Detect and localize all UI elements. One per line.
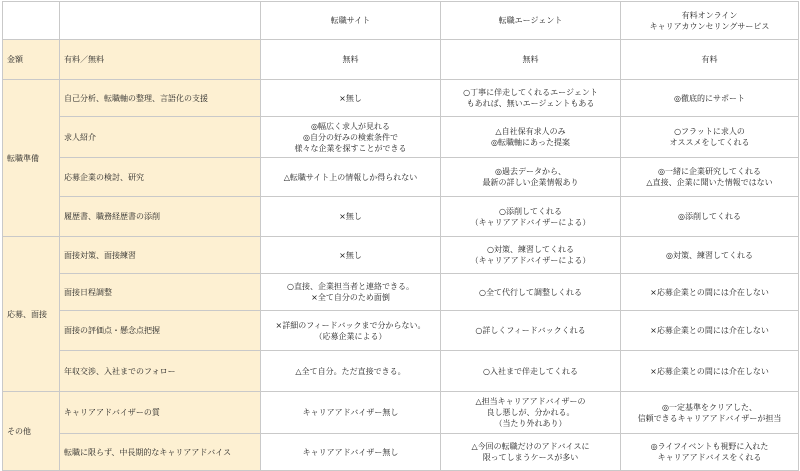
table-row [3, 117, 799, 158]
value-cell: ○対策、練習してくれる （キャリアアドバイザーによる） [441, 237, 621, 274]
value-cell: キャリアアドバイザー無し [261, 392, 441, 434]
item-cell: 転職に限らず、中長期的なキャリアアドバイス [60, 434, 261, 471]
value-cell: ○全て代行して調整しくれる [441, 274, 621, 311]
table-row [3, 80, 799, 117]
table-row [3, 158, 799, 197]
value-cell: ○添削してくれる （キャリアアドバイザーによる） [441, 197, 621, 237]
value-cell: キャリアアドバイザー無し [261, 434, 441, 471]
table-row [3, 237, 799, 274]
category-cell: 転職準備 [3, 80, 60, 237]
header-cell: 有料オンライン キャリアカウンセリングサービス [621, 2, 799, 40]
value-cell: ◎過去データから、 最新の詳しい企業情報あり [441, 158, 621, 197]
value-cell: 無料 [261, 40, 441, 80]
corner-cell [60, 2, 261, 40]
value-cell: △担当キャリアアドバイザーの 良し悪しが、分かれる。 （当たり外れあり） [441, 392, 621, 434]
value-cell: ◎一定基準をクリアした、 信頼できるキャリアアドバイザーが担当 [621, 392, 799, 434]
value-cell: 有料 [621, 40, 799, 80]
header-row [3, 2, 799, 40]
category-cell: 応募、面接 [3, 237, 60, 392]
value-cell: ×詳細のフィードバックまで分からない。 （応募企業による） [261, 311, 441, 351]
item-cell: 自己分析、転職軸の整理、言語化の支援 [60, 80, 261, 117]
header-cell: 転職サイト [261, 2, 441, 40]
value-cell: ○直接、企業担当者と連絡できる。 ×全て自分のため面倒 [261, 274, 441, 311]
item-cell: 面接日程調整 [60, 274, 261, 311]
item-cell: 履歴書、職務経歴書の添削 [60, 197, 261, 237]
item-cell: 面接の評価点・懸念点把握 [60, 311, 261, 351]
item-cell: 有料／無料 [60, 40, 261, 80]
value-cell: ◎添削してくれる [621, 197, 799, 237]
value-cell: ◎対策、練習してくれる [621, 237, 799, 274]
table-row [3, 392, 799, 434]
item-cell: 年収交渉、入社までのフォロー [60, 351, 261, 392]
table-row [3, 274, 799, 311]
value-cell: ×応募企業との間には介在しない [621, 274, 799, 311]
value-cell: ×応募企業との間には介在しない [621, 351, 799, 392]
item-cell: 応募企業の検討、研究 [60, 158, 261, 197]
table-row [3, 351, 799, 392]
value-cell: △今回の転職だけのアドバイスに 限ってしまうケースが多い [441, 434, 621, 471]
value-cell: △全て自分。ただ直接できる。 [261, 351, 441, 392]
value-cell: ○丁寧に伴走してくれるエージェント もあれば、無いエージェントもある [441, 80, 621, 117]
value-cell: △自社保有求人のみ ◎転職軸にあった提案 [441, 117, 621, 158]
category-cell: 金額 [3, 40, 60, 80]
value-cell: ◎一緒に企業研究してくれる △直接、企業に聞いた情報ではない [621, 158, 799, 197]
value-cell: ○フラットに求人の オススメをしてくれる [621, 117, 799, 158]
header-cell: 転職エージェント [441, 2, 621, 40]
item-cell: 面接対策、面接練習 [60, 237, 261, 274]
value-cell: 無料 [441, 40, 621, 80]
value-cell: △転職サイト上の情報しか得られない [261, 158, 441, 197]
value-cell: ×無し [261, 80, 441, 117]
value-cell: ○詳しくフィードバックくれる [441, 311, 621, 351]
value-cell: ×無し [261, 237, 441, 274]
value-cell: ◎ライフイベントも視野に入れた キャリアアドバイスをくれる [621, 434, 799, 471]
item-cell: 求人紹介 [60, 117, 261, 158]
value-cell: ◎幅広く求人が見れる ◎自分の好みの検索条件で 様々な企業を探すことができる [261, 117, 441, 158]
comparison-table [2, 1, 799, 471]
value-cell: ×無し [261, 197, 441, 237]
value-cell: ◎徹底的にサポート [621, 80, 799, 117]
table-row [3, 197, 799, 237]
value-cell: ×応募企業との間には介在しない [621, 311, 799, 351]
table-row [3, 434, 799, 471]
item-cell: キャリアアドバイザーの質 [60, 392, 261, 434]
category-cell: その他 [3, 392, 60, 471]
corner-cell [3, 2, 60, 40]
value-cell: ○入社まで伴走してくれる [441, 351, 621, 392]
table-row [3, 311, 799, 351]
table-row [3, 40, 799, 80]
